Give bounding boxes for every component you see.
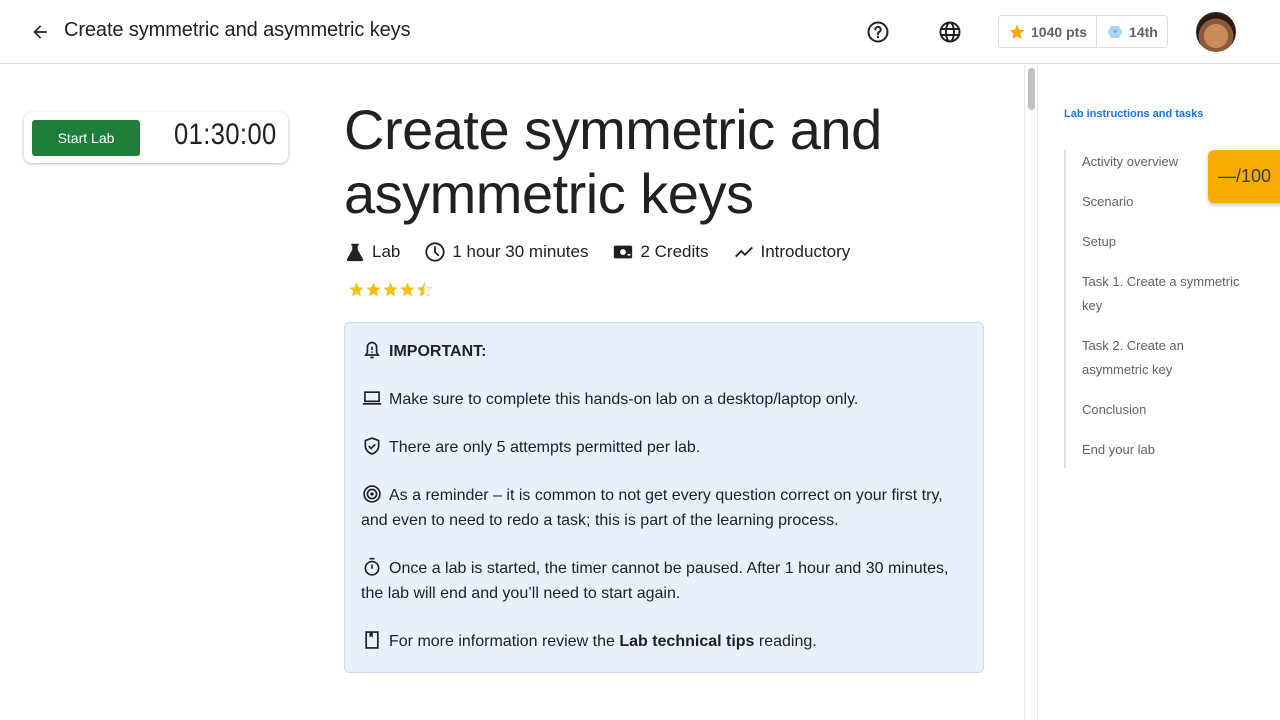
meta-credits: 2 Credits <box>612 241 708 263</box>
points-stat[interactable] <box>999 16 1096 47</box>
toc-item-scenario[interactable]: Scenario <box>1082 194 1134 209</box>
target-icon <box>361 484 383 504</box>
header-title: Create symmetric and asymmetric keys <box>64 19 411 41</box>
flask-icon <box>344 241 366 263</box>
star-half-icon <box>416 281 433 298</box>
diamond-league-icon <box>1106 23 1124 41</box>
star-full-icon <box>382 281 399 298</box>
star-rating <box>348 281 433 298</box>
notice-line-timer: Once a lab is started, the timer cannot be paused. After 1 hour and 30 minutes, the lab will end and you’ll need to start again. <box>361 556 967 606</box>
shield-check-icon <box>361 436 383 456</box>
avatar[interactable] <box>1196 12 1236 52</box>
language-button[interactable] <box>936 18 964 46</box>
notice-line-tips: For more information review the Lab technical tips reading. <box>361 629 967 654</box>
start-lab-button[interactable]: Start Lab <box>32 120 140 156</box>
star-full-icon <box>365 281 382 298</box>
meta-type: Lab <box>344 241 400 263</box>
rank-stat[interactable] <box>1096 16 1167 47</box>
star-icon <box>1008 23 1026 41</box>
clock-icon <box>424 241 446 263</box>
toc-item-task-1[interactable]: Task 1. Create a symmetric key <box>1082 274 1240 313</box>
lab-meta <box>344 241 874 263</box>
points-value: 1040 pts <box>1031 23 1088 40</box>
toc-item-activity-overview[interactable]: Activity overview <box>1082 154 1179 169</box>
stopwatch-icon <box>361 557 383 577</box>
toc-item-task-2[interactable]: Task 2. Create an asymmetric key <box>1082 338 1184 377</box>
arrow-back-icon <box>30 22 50 42</box>
toc-item-end-lab[interactable]: End your lab <box>1082 442 1155 457</box>
toc-heading[interactable]: Lab instructions and tasks <box>1064 108 1204 120</box>
rank-value: 14th <box>1129 23 1158 40</box>
content-scrollbar[interactable] <box>1024 65 1038 720</box>
bookmark-book-icon <box>361 630 383 650</box>
help-button[interactable] <box>864 18 892 46</box>
top-app-bar <box>0 0 1280 64</box>
notice-line-desktop: Make sure to complete this hands-on lab on a desktop/laptop only. <box>361 387 967 412</box>
scrollbar-thumb[interactable] <box>1028 68 1035 110</box>
lab-timer: 01:30:00 <box>174 118 277 151</box>
toc-item-conclusion[interactable]: Conclusion <box>1082 402 1147 417</box>
meta-level: Introductory <box>733 241 851 263</box>
notice-line-reminder: As a reminder – it is common to not get every question correct on your first try, and even to need to redo a task; this is part of the learning process. <box>361 483 967 533</box>
trending-up-icon <box>733 241 755 263</box>
notice-heading-row: IMPORTANT: <box>361 339 967 364</box>
important-notice <box>344 322 984 673</box>
notice-line-attempts: There are only 5 attempts permitted per lab. <box>361 435 967 460</box>
help-circle-icon <box>866 20 890 44</box>
meta-duration: 1 hour 30 minutes <box>424 241 588 263</box>
star-full-icon <box>399 281 416 298</box>
alarm-bell-icon <box>361 340 383 360</box>
page-title: Create symmetric and asymmetric keys <box>344 98 882 225</box>
toc-item-setup[interactable]: Setup <box>1082 234 1116 249</box>
laptop-icon <box>361 388 383 408</box>
user-stats[interactable] <box>998 15 1168 48</box>
credits-icon <box>612 241 634 263</box>
lab-control-card <box>24 112 288 163</box>
score-badge[interactable]: —/100 <box>1208 150 1280 203</box>
lab-technical-tips-link[interactable]: Lab technical tips <box>619 633 755 650</box>
star-full-icon <box>348 281 365 298</box>
back-button[interactable] <box>26 18 54 46</box>
globe-icon <box>938 20 962 44</box>
